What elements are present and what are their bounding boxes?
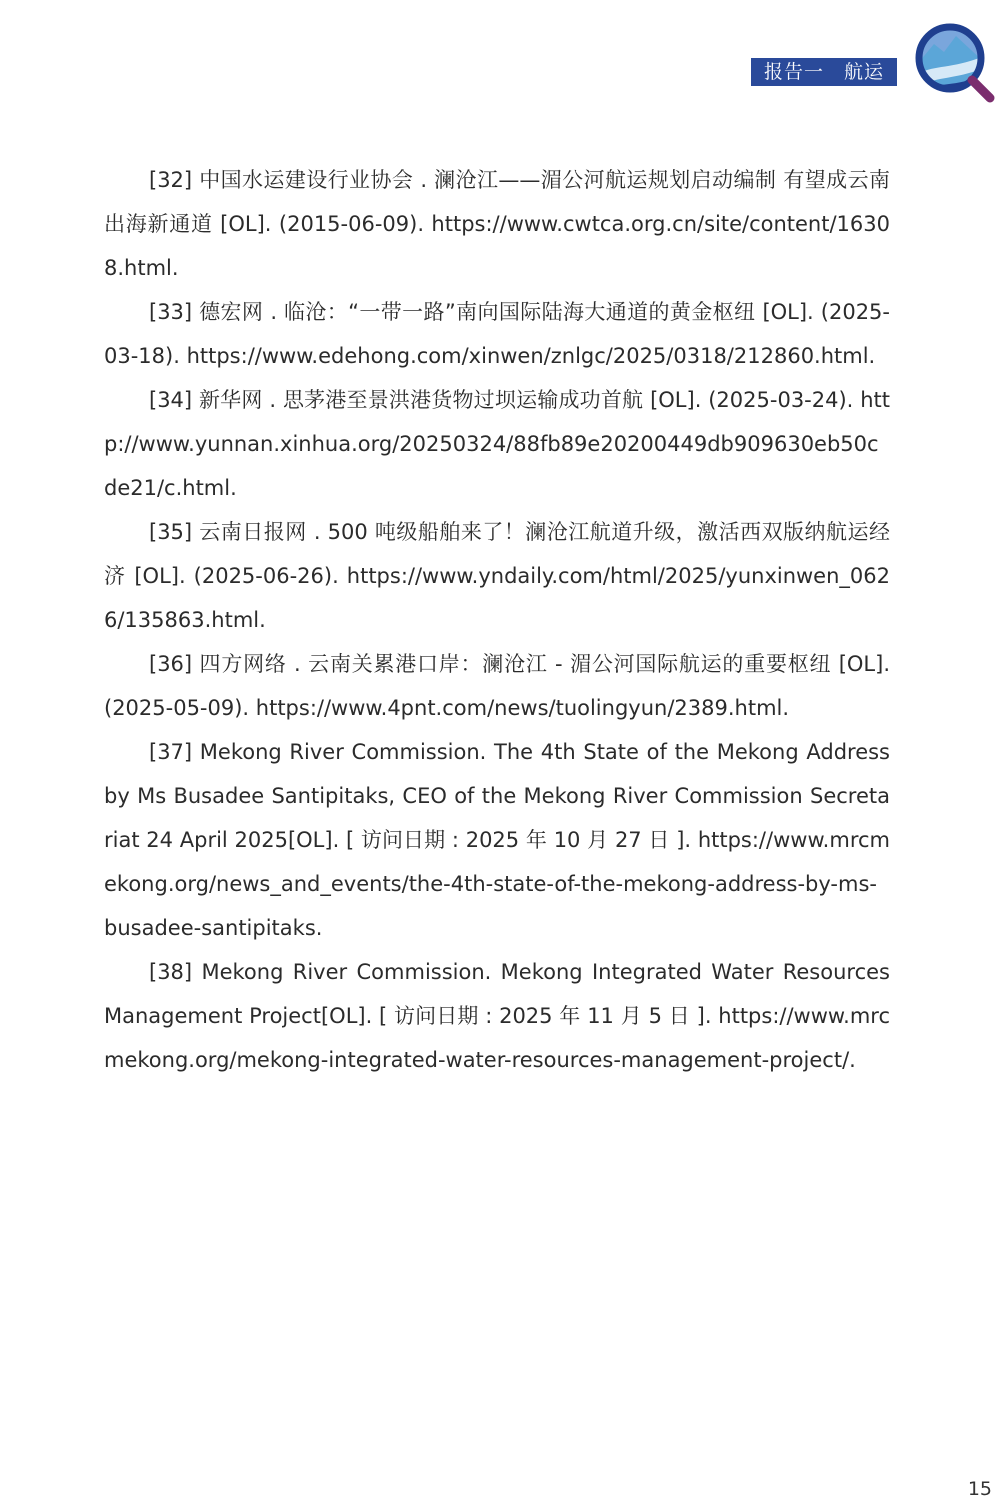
reference-35: [35] 云南日报网 . 500 吨级船舶来了！澜沧江航道升级，激活西双版纳航运经济 [OL]. (2025-06-26). https://www.yndaily.com/html/2025/yunxinwen_0626/135863.html. bbox=[104, 520, 890, 632]
section-label: 报告一 航运 bbox=[751, 58, 897, 86]
page-number: 15 bbox=[967, 1478, 992, 1500]
reference-32: [32] 中国水运建设行业协会 . 澜沧江——湄公河航运规划启动编制 有望成云南出海新通道 [OL]. (2015-06-09). https://www.cwtca.org.cn/site/content/16308.html. bbox=[104, 168, 890, 280]
reference-38: [38] Mekong River Commission. Mekong Integrated Water Resources Management Project[OL]. [ 访问日期 : 2025 年 11 月 5 日 ]. https://www.mrcmekong.org/mekong-integrated-water-resources-management-project/. bbox=[104, 960, 890, 1072]
reference-list bbox=[104, 158, 890, 1082]
reference-36: [36] 四方网络 . 云南关累港口岸：澜沧江 - 湄公河国际航运的重要枢纽 [OL]. (2025-05-09). https://www.4pnt.com/news/tuolingyun/2389.html. bbox=[104, 652, 890, 720]
reference-37: [37] Mekong River Commission. The 4th State of the Mekong Address by Ms Busadee Santipitaks, CEO of the Mekong River Commission Secretariat 24 April 2025[OL]. [ 访问日期 : 2025 年 10 月 27 日 ]. https://www.mrcmekong.org/news_and_events/the-4th-state-of-the-mekong-address-by-ms-busadee-santipitaks. bbox=[104, 740, 890, 940]
magnifier-river-logo-icon bbox=[910, 18, 998, 106]
reference-34: [34] 新华网 . 思茅港至景洪港货物过坝运输成功首航 [OL]. (2025-03-24). http://www.yunnan.xinhua.org/20250324/88fb89e20200449db909630eb50cde21/c.html. bbox=[104, 388, 890, 500]
reference-33: [33] 德宏网 . 临沧：“一带一路”南向国际陆海大通道的黄金枢纽 [OL]. (2025-03-18). https://www.edehong.com/xinwen/znlgc/2025/0318/212860.html. bbox=[104, 300, 890, 368]
